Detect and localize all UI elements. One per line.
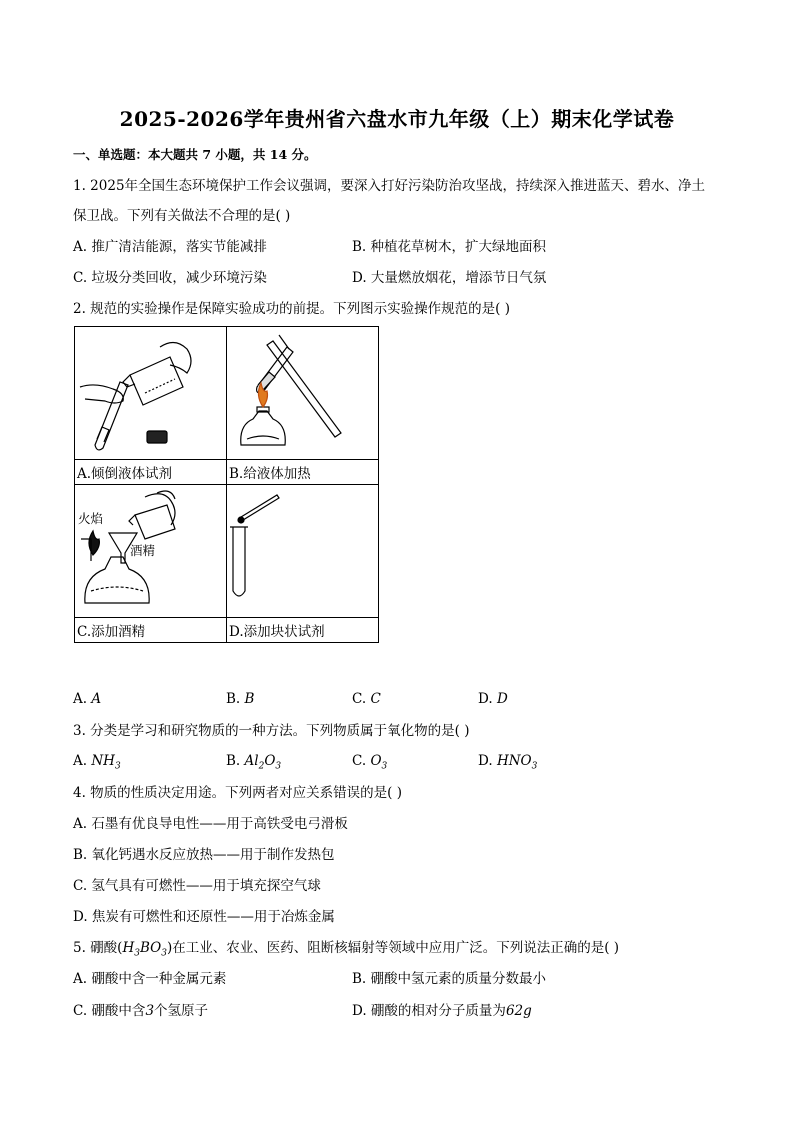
q5-option-c: C. 硼酸中含3个氢原子 [73, 1003, 209, 1019]
page-title: 2025-2026学年贵州省六盘水市九年级（上）期末化学试卷 [119, 107, 675, 131]
caption-d: D.添加块状试剂 [227, 618, 379, 643]
add-solid-figure [227, 485, 378, 617]
q2-figure-table [74, 326, 379, 643]
q3-option-b: B. $Al_2O_3$ [226, 753, 282, 772]
caption-c: C.添加酒精 [75, 618, 227, 643]
q1-option-b: B. 种植花草树木，扩大绿地面积 [352, 239, 547, 255]
q3-option-a: A. $NH_3$ [73, 753, 121, 772]
q1-option-c: C. 垃圾分类回收，减少环境污染 [73, 270, 267, 286]
figure-c-cell [75, 485, 227, 618]
q5-option-b: B. 硼酸中氢元素的质量分数最小 [352, 971, 547, 987]
pour-liquid-figure [75, 327, 226, 459]
alcohol-label: 酒精 [130, 543, 156, 558]
q5-option-a: A. 硼酸中含一种金属元素 [73, 971, 227, 987]
q3-option-d: D. $HNO_3$ [478, 753, 538, 772]
q5-stem: 5. 硼酸$(H_3BO_3)$在工业、农业、医药、阻断核辐射等领域中应用广泛。下列说法正确的是( ) [73, 940, 620, 959]
figure-b-cell [227, 327, 379, 460]
q1-stem-line2: 保卫战。下列有关做法不合理的是( ) [73, 208, 291, 224]
q4-stem: 4. 物质的性质决定用途。下列两者对应关系错误的是( ) [73, 785, 402, 801]
section-heading: 一、单选题：本大题共 7 小题，共 14 分。 [73, 147, 317, 162]
q2-option-c: C. C [352, 691, 381, 707]
q4-option-c: C. 氢气具有可燃性——用于填充探空气球 [73, 878, 321, 894]
q5-option-d: D. 硼酸的相对分子质量为62g [352, 1003, 532, 1019]
caption-a: A.倾倒液体试剂 [75, 460, 227, 485]
q2-stem: 2. 规范的实验操作是保障实验成功的前提。下列图示实验操作规范的是( ) [73, 301, 510, 317]
figure-a-cell [75, 327, 227, 460]
q3-stem: 3. 分类是学习和研究物质的一种方法。下列物质属于氧化物的是( ) [73, 723, 470, 739]
q4-option-d: D. 焦炭有可燃性和还原性——用于冶炼金属 [73, 909, 335, 925]
figure-d-cell [227, 485, 379, 618]
q1-stem-line1: 1. 2025年全国生态环境保护工作会议强调，要深入打好污染防治攻坚战，持续深入推进蓝天、碧水、净土 [73, 178, 706, 194]
caption-b: B.给液体加热 [227, 460, 379, 485]
q4-option-b: B. 氧化钙遇水反应放热——用于制作发热包 [73, 847, 335, 863]
q1-option-d: D. 大量燃放烟花，增添节日气氛 [352, 270, 547, 286]
heat-liquid-figure [227, 327, 378, 459]
q2-option-a: A. A [73, 691, 102, 707]
flame-label: 火焰 [78, 511, 104, 526]
q2-option-b: B. B [226, 691, 255, 707]
q2-option-d: D. D [478, 691, 508, 707]
q4-option-a: A. 石墨有优良导电性——用于高铁受电弓滑板 [73, 816, 348, 832]
q1-option-a: A. 推广清洁能源，落实节能减排 [73, 239, 267, 255]
q3-option-c: C. $O_3$ [352, 753, 388, 772]
